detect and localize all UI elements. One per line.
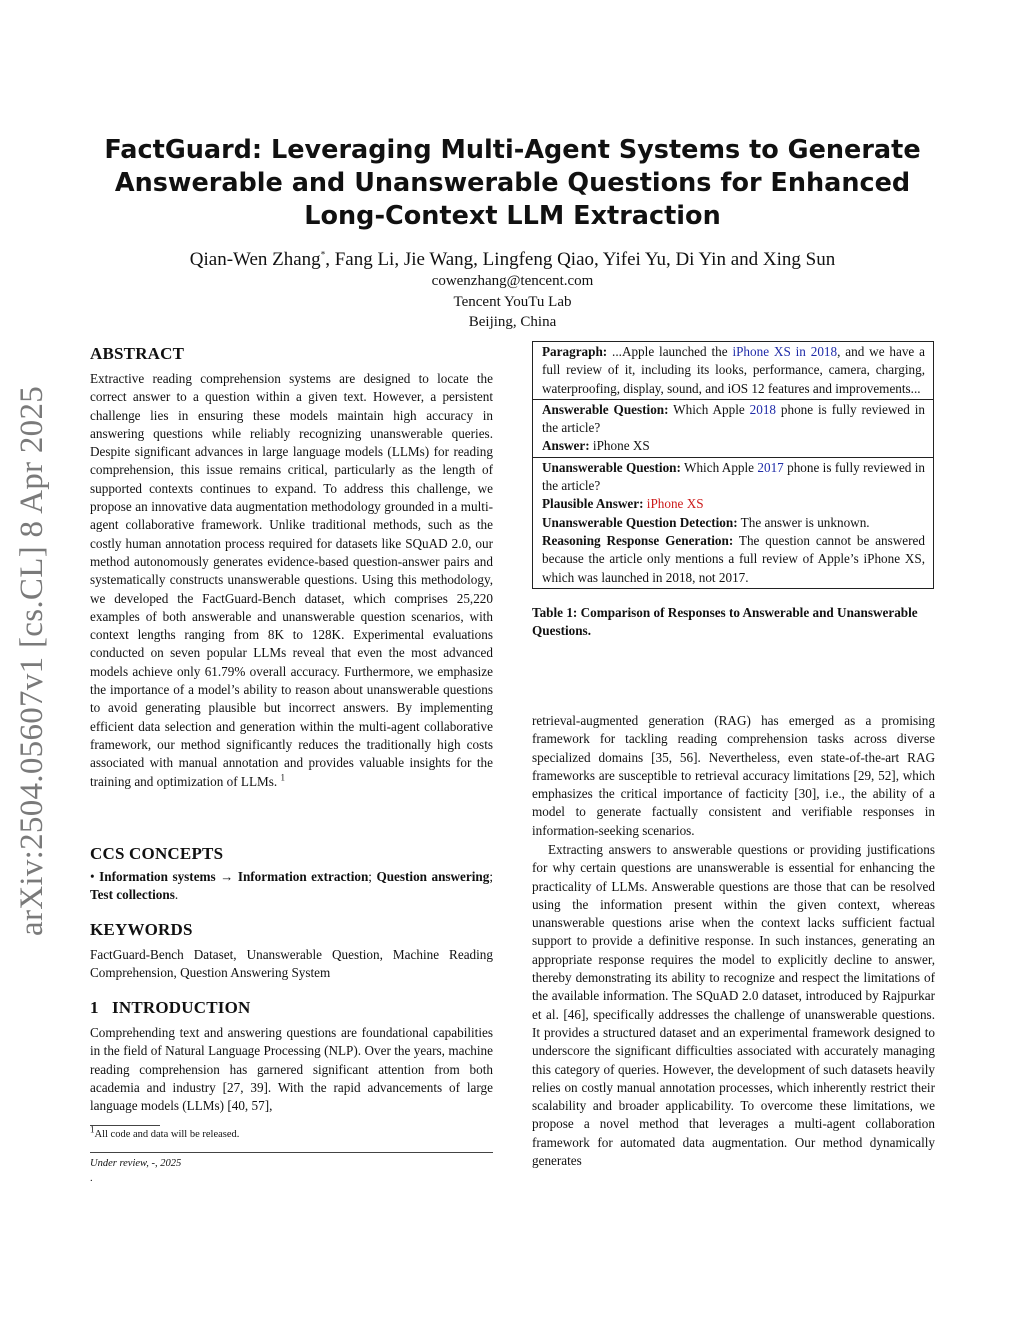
cell-label: Unanswerable Question Detection: — [542, 514, 738, 530]
venue-note: Under review, -, 2025 — [90, 1158, 182, 1169]
cell-text: ...Apple launched the — [607, 344, 733, 359]
title-line: Answerable and Unanswerable Questions for Enhanced — [114, 168, 911, 198]
footnote-marker: 1 — [280, 772, 285, 783]
cell-label: Plausible Answer: — [542, 496, 644, 512]
table-1 — [532, 341, 934, 589]
footnote-rule — [90, 1125, 160, 1126]
arrow-icon: → — [220, 869, 234, 884]
cell-text: Which Apple — [680, 459, 758, 475]
cell-label: Unanswerable Question: — [542, 459, 681, 475]
affiliation-lab: Tencent YouTu Lab — [453, 294, 572, 310]
cell-label: Answerable Question: — [542, 401, 669, 417]
corresponding-mark: * — [320, 249, 326, 260]
paper-title — [90, 134, 935, 233]
cell-text: , and we have a full review of it, including its looks, performance, camera, charging, waterproofing, display, sound, and iOS 12 features and improvements... — [542, 344, 925, 396]
intro-paragraph: retrieval-augmented generation (RAG) has emerged as a promising framework for tackling reading comprehension tasks across diverse specialized domains [35, 56]. Nevertheless, even state-of-the-art RAG frameworks are susceptible to retrieval accuracy limitations [29, 52], which emphasizes the critical importance of facticity [30], i.e., the ability of a model to generate factually consistent and verifiable responses in information-seeking scenarios. — [532, 713, 935, 838]
separator: ; — [489, 869, 494, 884]
abstract-text — [90, 370, 493, 791]
footnote-text: All code and data will be released. — [94, 1129, 240, 1140]
cell-text: phone is fully reviewed in the article? — [542, 459, 926, 494]
other-authors: , Fang Li, Jie Wang, Lingfeng Qiao, Yifei Yu, Di Yin and Xing Sun — [325, 249, 836, 270]
first-author: Qian-Wen Zhang — [189, 249, 321, 270]
bullet: • — [90, 869, 95, 884]
intro-paragraph: Extracting answers to answerable questions or providing justifications for why certain questions are unanswerable is essential for enhancing the practicality of LLMs. Answerable questions are those that can be resolved using the information present within the given context, whereas unanswerable questions arise when the context lacks sufficient factual support to provide a definitive response. In such instances, generating an appropriate response requires the model to explicitly decline to answer, thereby demonstrating its ability to recognize and respect the limitations of the available information. The SQuAD 2.0 dataset, introduced by Rajpurkar et al. [46], specifically addresses the challenge of unanswerable questions. It provides a structured dataset and an experimental framework designed to underscore the significant difficulties associated with accurately managing this category of queries. However, the development of such datasets heavily relies on costly manual annotation processes, which inherently restrict their scalability and broader applicability. To overcome these limitations, we propose a novel method that leverages a multi-agent collaboration framework for automated data augmentation. Our method dynamically generates — [532, 842, 935, 1169]
cell-text: The answer is unknown. — [737, 514, 870, 530]
ccs-concept: Question answering — [376, 869, 490, 884]
intro-paragraph: Comprehending text and answering questions are foundational capabilities in the field of Natural Language Processing (NLP). Over the years, machine reading comprehension has garnered significant attention from both academia and industry [27, 39]. With the rapid advancements of large language models (LLMs) [40, 57], — [90, 1025, 493, 1114]
ccs-heading: CCS CONCEPTS — [90, 844, 224, 863]
ccs-concept: Test collections — [90, 887, 175, 903]
highlight-text: 2017 — [757, 459, 784, 475]
keywords-text: FactGuard-Bench Dataset, Unanswerable Question, Machine Reading Comprehension, Question Answering System — [90, 947, 493, 981]
highlight-text: 2018 — [749, 401, 776, 417]
keywords-heading: KEYWORDS — [90, 920, 193, 939]
ccs-concept: Information systems — [99, 869, 216, 884]
footnote — [90, 1124, 240, 1140]
table-unanswerable-cell — [533, 457, 933, 588]
table-caption: Table 1: Comparison of Responses to Answerable and Unanswerable Questions. — [532, 605, 918, 639]
author-list — [90, 249, 935, 271]
affiliation-location: Beijing, China — [468, 314, 557, 330]
ccs-concept: Information extraction — [237, 869, 369, 884]
title-line: Long-Context LLM Extraction — [304, 201, 721, 231]
cell-text: The question cannot be answered because the article only mentions a full review of Apple’s iPhone XS, which was launched in 2018, not 2017. — [542, 532, 925, 585]
table-answerable-cell — [533, 399, 933, 457]
footnote-number: 1 — [90, 1124, 95, 1135]
venue-rule — [90, 1152, 493, 1153]
trailing-dot: . — [90, 1173, 93, 1184]
cell-label: Answer: — [542, 438, 590, 454]
title-line: FactGuard: Leveraging Multi-Agent Systems to Generate — [104, 135, 921, 165]
cell-label: Paragraph: — [542, 344, 608, 359]
introduction-heading: 1 INTRODUCTION — [90, 998, 251, 1017]
author-email: cowenzhang@tencent.com — [431, 273, 594, 289]
arxiv-identifier: arXiv:2504.05607v1 [cs.CL] 8 Apr 2025 — [14, 385, 50, 936]
cell-text: iPhone XS — [589, 438, 650, 454]
ccs-concepts — [90, 868, 493, 905]
period: . — [174, 887, 179, 903]
cell-text: Which Apple — [668, 401, 750, 417]
cell-label: Reasoning Response Generation: — [542, 532, 734, 548]
table-paragraph-cell — [533, 342, 933, 399]
highlight-text: iPhone XS in 2018 — [732, 344, 838, 359]
abstract-heading: ABSTRACT — [90, 344, 185, 363]
plausible-answer-text: iPhone XS — [643, 496, 704, 512]
abstract-body: Extractive reading comprehension systems are designed to locate the correct answer to a question within a given text. However, a persistent challenge lies in ensuring these models maintain high accuracy in answering questions while reliably recognizing unanswerable queries. Despite significant advances in large language models (LLMs) for reading comprehension, this issue remains critical, particularly as the length of supported contexts continues to expand. To address this challenge, we propose an innovative data augmentation methodology grounded in a multi-agent collaborative framework. Unlike traditional methods, such as the costly human annotation process required for datasets like SQuAD 2.0, our method autonomously generates evidence-based question-answer pairs and systematically constructs unanswerable questions. Using this methodology, we developed the FactGuard-Bench dataset, which comprises 25,220 examples of both answerable and unanswerable question scenarios, with context lengths ranging from 8K to 128K. Experimental evaluations conducted on seven popular LLMs reveal that even the most advanced models achieve only 61.79% overall accuracy. Furthermore, we emphasize the importance of a model’s ability to reason about unanswerable questions to avoid generating plausible but incorrect answers. By implementing efficient data selection and generation within the multi-agent collaborative framework, our method significantly reduces the traditionally high costs associated with manual annotation and provides valuable insights for the training and optimization of LLMs. — [90, 371, 493, 789]
cell-text: phone is fully reviewed in the article? — [542, 401, 925, 436]
separator: ; — [368, 869, 377, 884]
